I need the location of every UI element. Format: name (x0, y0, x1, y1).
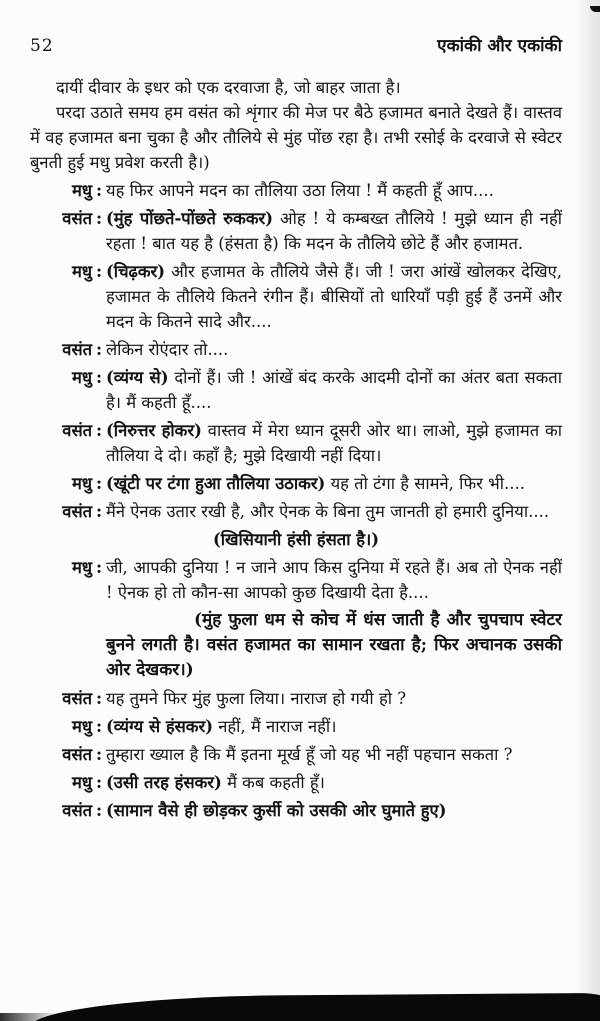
speaker-name: वसंत (62, 502, 92, 521)
speech-text: जी, आपकी दुनिया ! न जाने आप किस दुनिया में रहते हैं। अब तो ऐनक नहीं ! ऐनक हो तो कौन-सा आपको कुछ दिखायी देता है.... (106, 558, 562, 602)
speaker-separator: : (95, 558, 103, 577)
speaker-name: मधु (71, 262, 92, 281)
stage-direction-paragraph: परदा उठाते समय हम वसंत को शृंगार की मेज पर बैठे हजामत बनाते देखते हैं। वास्तव में वह हजामत बना चुका है और तौलिये से मुंह पोंछ रहा है। तभी रसोई के दरवाजे से स्वेटर बुनती हुई मधु प्रवेश करती है।) (30, 103, 562, 172)
dialogue-entry (30, 365, 562, 415)
speaker-name: वसंत (62, 801, 92, 820)
dialogue-text (106, 555, 562, 605)
dialogue-text (106, 742, 562, 767)
block-stage-direction: (मुंह फुला धम से कोच में धंस जाती है और चुपचाप स्वेटर बुनने लगती है। वसंत हजामत का सामान रखता है; फिर अचानक उसकी ओर देखकर।) (106, 610, 562, 680)
speaker-name: मधु (71, 368, 92, 387)
speech-text: लेकिन रोएंदार तो.... (106, 340, 229, 359)
running-head-title: एकांकी और एकांकी (437, 36, 562, 56)
speech-text: यह तो टंगा है सामने, फिर भी.... (325, 474, 526, 493)
dialogue-text (106, 365, 562, 415)
speech-text: वास्तव में मेरा ध्यान दूसरी ओर था। लाओ, मुझे हजामत का तौलिया दे दो। कहाँ है; मुझे दिखायी नहीं दिया। (106, 421, 562, 465)
speaker-separator: : (95, 421, 103, 440)
speech-text: ओह ! ये कम्बख्त तौलिये ! मुझे ध्यान ही नहीं रहता ! बात यह है (हंसता है) कि मदन के तौलिये छोटे हैं और हजामत. (106, 209, 562, 253)
speech-text: मैंने ऐनक उतार रखी है, और ऐनक के बिना तुम जानती हो हमारी दुनिया.... (106, 502, 550, 521)
speaker-separator: : (95, 474, 103, 493)
speaker-name: वसंत (62, 421, 92, 440)
speaker-separator: : (95, 262, 103, 281)
dialogue-entry (30, 555, 562, 605)
dialogue-entry (30, 418, 562, 468)
dialogue-entry (30, 742, 562, 767)
dialogue-text (106, 337, 562, 362)
dialogue-entry (30, 471, 562, 496)
inline-stage-direction: (उसी तरह हंसकर) (106, 773, 222, 792)
page-header-row (30, 34, 562, 59)
speaker-separator: : (95, 717, 103, 736)
speaker-separator: : (95, 502, 103, 521)
dialogue-entry (30, 798, 562, 823)
speaker-separator: : (95, 745, 103, 764)
speaker-separator: : (95, 801, 103, 820)
dialogue-text (106, 471, 562, 496)
dialogue-text (106, 178, 562, 203)
speaker-separator: : (95, 340, 103, 359)
dialogue-text (106, 259, 562, 334)
speaker-name: वसंत (62, 209, 92, 228)
dialogue-entry (30, 714, 562, 739)
dialogue-entry (30, 178, 562, 203)
dialogue-entry (30, 206, 562, 256)
speech-text: तुम्हारा ख्याल है कि मैं इतना मूर्ख हूँ जो यह भी नहीं पहचान सकता ? (106, 745, 513, 764)
dialogue-entry (30, 499, 562, 524)
speaker-name: वसंत (62, 745, 92, 764)
speech-text: यह फिर आपने मदन का तौलिया उठा लिया ! मैं कहती हूँ आप.... (106, 181, 494, 200)
dialogue-text (106, 418, 562, 468)
speaker-separator: : (95, 773, 103, 792)
dialogue-text (106, 206, 562, 256)
dialogue-entry (30, 770, 562, 795)
stage-direction-paragraph: दायीं दीवार के इधर को एक दरवाजा है, जो बाहर जाता है। (56, 78, 401, 97)
inline-stage-direction: (खूंटी पर टंगा हुआ तौलिया उठाकर) (106, 474, 326, 493)
dialogue-text (106, 770, 562, 795)
inline-stage-direction: (व्यंग्य से) (106, 368, 169, 387)
dialogue-text (106, 686, 562, 711)
page-number: 52 (30, 36, 54, 56)
speech-text: और हजामत के तौलिये जैसे हैं। जी ! जरा आंखें खोलकर देखिए, हजामत के तौलिये कितने रंगीन हैं। बीसियों तो धारियाँ पड़ी हुई हैं उनमें और मदन के कितने सादे और.... (106, 262, 562, 331)
opening-stage-directions (30, 75, 562, 175)
inline-stage-direction: (व्यंग्य से हंसकर) (106, 717, 214, 736)
inline-stage-direction: (सामान वैसे ही छोड़कर कुर्सी को उसकी ओर घुमाते हुए) (106, 801, 447, 820)
speaker-name: मधु (71, 474, 92, 493)
scan-corner-artifact (590, 6, 600, 12)
speaker-name: मधु (71, 558, 92, 577)
centered-stage-direction: (खिसियानी हंसी हंसता है।) (212, 530, 380, 549)
speaker-separator: : (95, 689, 103, 708)
script-body (30, 178, 562, 823)
speaker-separator: : (95, 209, 103, 228)
speaker-separator: : (95, 368, 103, 387)
scan-bottom-edge-shadow-left (0, 1013, 60, 1021)
speaker-name: मधु (71, 773, 92, 792)
scan-bottom-edge-shadow (30, 993, 600, 1021)
speech-text: नहीं, मैं नाराज नहीं। (213, 717, 337, 736)
dialogue-text (106, 714, 562, 739)
inline-stage-direction: (मुंह पोंछते-पोंछते रुककर) (106, 209, 274, 228)
dialogue-text (106, 798, 562, 823)
inline-stage-direction: (निरुत्तर होकर) (106, 421, 202, 440)
inline-stage-direction: (चिढ़कर) (106, 262, 166, 281)
speech-text: यह तुमने फिर मुंह फुला लिया। नाराज हो गयी हो ? (106, 689, 407, 708)
speaker-name: मधु (71, 717, 92, 736)
speaker-name: वसंत (62, 340, 92, 359)
speaker-name: मधु (71, 181, 92, 200)
dialogue-text (106, 499, 562, 524)
speech-text: मैं कब कहती हूँ। (221, 773, 325, 792)
speech-text: दोनों हैं। जी ! आंखें बंद करके आदमी दोनों का अंतर बता सकता है। मैं कहती हूँ.... (106, 368, 562, 412)
dialogue-entry (30, 686, 562, 711)
dialogue-entry (30, 337, 562, 362)
dialogue-entry (30, 259, 562, 334)
speaker-name: वसंत (62, 689, 92, 708)
speaker-separator: : (95, 181, 103, 200)
